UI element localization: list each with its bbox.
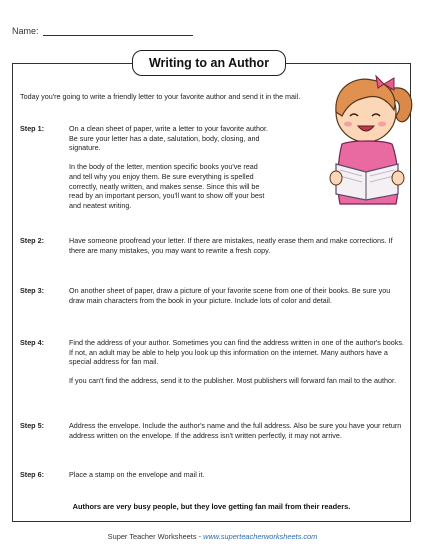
footer-url-link[interactable]: www.superteacherworksheets.com (203, 532, 318, 541)
step-label: Step 2: (20, 236, 44, 245)
step-text: Address the envelope. Include the author's name and the full address. Also be sure you have your return address written on the envelope. If the address isn't written perfectly, it may not arrive. (69, 421, 402, 440)
step-text: Find the address of your author. Sometimes you can find the address written in one of the author's books. If not, an adult may be able to help you look up this information on the internet. Many authors have a special address for fan mail. (69, 338, 404, 367)
step-label: Step 6: (20, 470, 44, 479)
step-4 (20, 338, 407, 386)
step-text: Have someone proofread your letter. If there are mistakes, neatly erase them and make corrections. If there are many mistakes, you may want to rewrite a fresh copy. (69, 236, 393, 255)
step-text: In the body of the letter, mention specific books you've read and tell why you enjoy them. Be sure everything is spelled correctly, neatly written, and makes sense. Since this will be read by an important person, you'll want to show off your best and neatest writing. (69, 162, 265, 210)
step-label: Step 3: (20, 286, 44, 295)
step-text: On a clean sheet of paper, write a letter to your favorite author. Be sure your letter has a date, salutation, body, closing, and signature. (69, 124, 268, 153)
footer-separator: - (196, 532, 204, 541)
page-title-text: Writing to an Author (148, 56, 270, 70)
girl-reading-book-icon (318, 68, 418, 208)
step-3 (20, 286, 407, 305)
intro-text: Today you're going to write a friendly letter to your favorite author and send it in the mail. (20, 92, 301, 101)
step-text: Place a stamp on the envelope and mail it. (69, 470, 205, 479)
footer-brand: Super Teacher Worksheets (107, 532, 197, 541)
step-label: Step 5: (20, 421, 44, 430)
name-label: Name: (12, 26, 39, 36)
page-title (132, 50, 286, 76)
step-label: Step 4: (20, 338, 44, 347)
step-text: If you can't find the address, send it to the publisher. Most publishers will forward fan mail to the author. (69, 376, 396, 386)
name-line[interactable] (43, 26, 193, 36)
step-2 (20, 236, 407, 255)
step-6 (20, 470, 407, 480)
step-5 (20, 421, 407, 440)
step-1 (20, 124, 269, 210)
step-label: Step 1: (20, 124, 44, 133)
step-text: On another sheet of paper, draw a picture of your favorite scene from one of their books. Be sure you draw main characters from the book in your picture. Include lots of color and detail. (69, 286, 391, 305)
name-field (12, 26, 193, 36)
closing-note: Authors are very busy people, but they love getting fan mail from their readers. (72, 502, 351, 511)
footer (0, 532, 425, 541)
